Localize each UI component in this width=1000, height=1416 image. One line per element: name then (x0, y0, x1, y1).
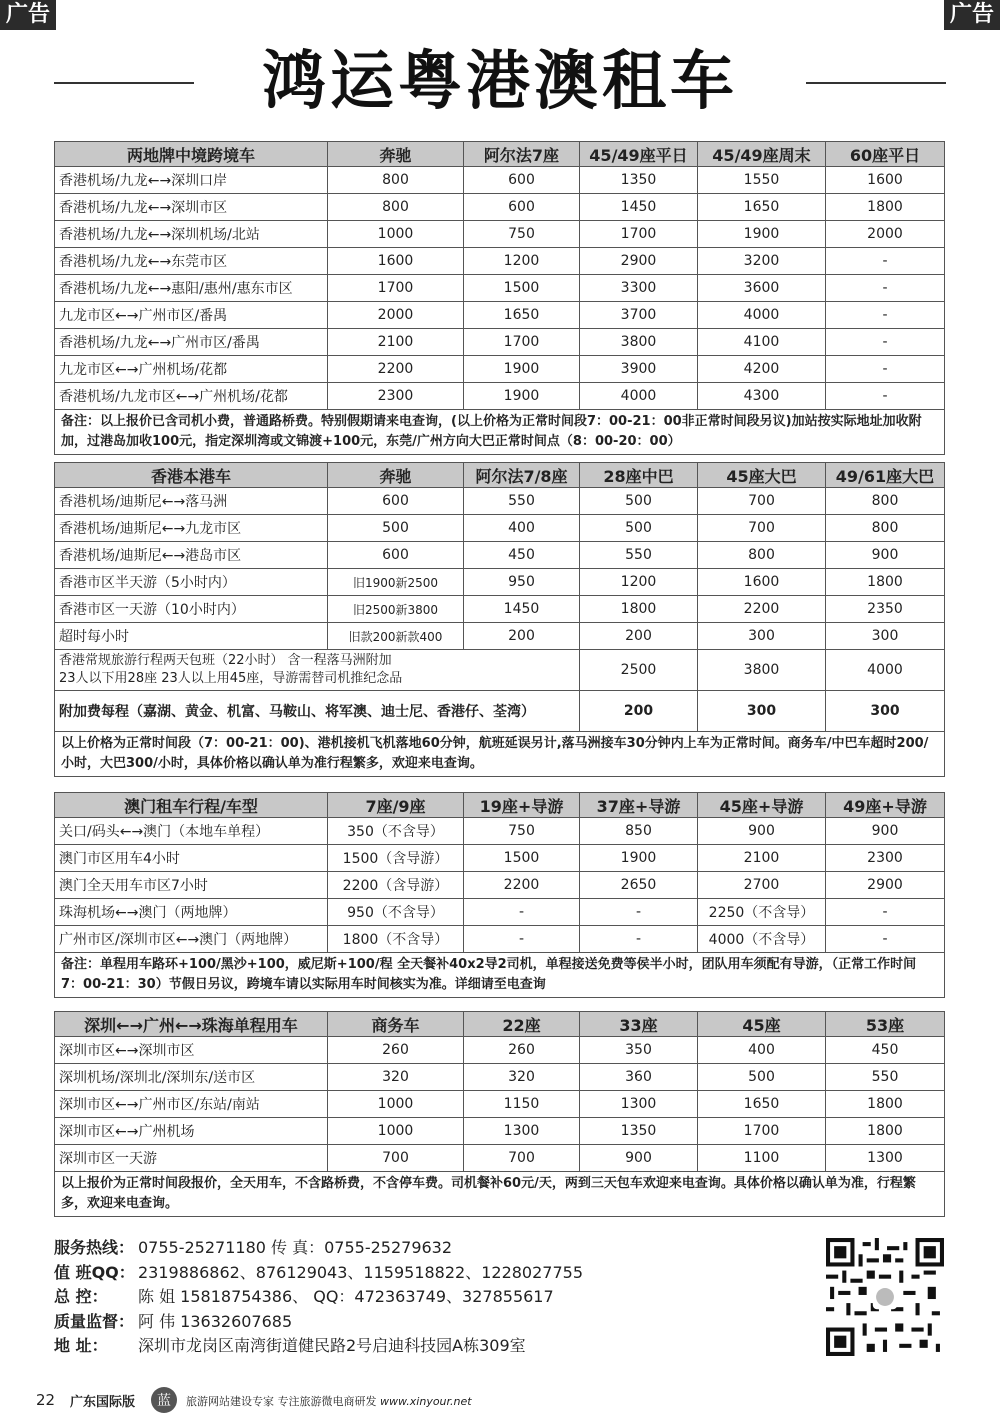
column-header: 49/61座大巴 (826, 463, 945, 488)
table-row (55, 515, 945, 542)
price-cell: 2900 (580, 248, 698, 275)
column-header: 商务车 (328, 1012, 464, 1037)
price-cell: 500 (698, 1064, 826, 1091)
price-cell: 350 (580, 1037, 698, 1064)
price-cell: 1000 (328, 1091, 464, 1118)
price-cell: 400 (698, 1037, 826, 1064)
note-row (55, 953, 945, 998)
sz-gz-zh-rows (55, 1012, 945, 1217)
note-row (55, 410, 945, 455)
ad-tag-left: 广告 (0, 0, 56, 30)
price-cell: 200 (580, 623, 698, 650)
price-cell: 300 (826, 691, 945, 732)
contact-block (54, 1236, 814, 1359)
page-number: 22 (36, 1391, 56, 1409)
price-cell: 900 (826, 542, 945, 569)
table-row (55, 569, 945, 596)
table-row (55, 248, 945, 275)
price-cell: 850 (580, 818, 698, 845)
column-header: 45/49座周末 (698, 142, 826, 167)
price-cell: 400 (464, 515, 580, 542)
edition-label: 广东国际版 (70, 1395, 136, 1410)
table-row (55, 194, 945, 221)
header-row (55, 1012, 945, 1037)
price-cell: 1900 (580, 845, 698, 872)
price-cell: 1800 (826, 1091, 945, 1118)
price-cell: 2700 (698, 872, 826, 899)
price-cell: 700 (328, 1145, 464, 1172)
price-cell: - (826, 248, 945, 275)
price-cell: 950（不含导） (328, 899, 464, 926)
table-row (55, 926, 945, 953)
price-cell: 800 (698, 542, 826, 569)
price-cell: 4200 (698, 356, 826, 383)
price-cell: 360 (580, 1064, 698, 1091)
price-cell: 600 (328, 488, 464, 515)
price-cell: 550 (580, 542, 698, 569)
price-cell: 320 (464, 1064, 580, 1091)
table-row (55, 167, 945, 194)
route-cell: 深圳市区←→广州市区/东站/南站 (55, 1091, 328, 1118)
table-row (55, 845, 945, 872)
price-cell: 1500（含导游） (328, 845, 464, 872)
table-row (55, 1118, 945, 1145)
price-cell: 1000 (328, 221, 464, 248)
price-cell: 500 (580, 515, 698, 542)
sz-gz-zh-table (54, 1011, 945, 1217)
price-cell: 350（不含导） (328, 818, 464, 845)
contact-hotline (54, 1236, 814, 1261)
route-cell: 香港机场/九龙←→深圳口岸 (55, 167, 328, 194)
price-cell: 800 (328, 194, 464, 221)
column-header: 45/49座平日 (580, 142, 698, 167)
title-banner (0, 32, 1000, 132)
table-row (55, 275, 945, 302)
table-row (55, 302, 945, 329)
macau-table (54, 792, 945, 998)
price-cell: 1900 (698, 221, 826, 248)
price-cell: 3700 (580, 302, 698, 329)
column-header: 45座大巴 (698, 463, 826, 488)
price-cell: 750 (464, 221, 580, 248)
price-cell: 600 (464, 167, 580, 194)
title-rule-right (806, 82, 946, 84)
price-cell: - (826, 275, 945, 302)
price-cell: 900 (698, 818, 826, 845)
table-row (55, 623, 945, 650)
price-cell: 260 (464, 1037, 580, 1064)
price-cell: 550 (826, 1064, 945, 1091)
footer-slogan (186, 1393, 472, 1409)
price-cell: 750 (464, 818, 580, 845)
price-cell: 450 (464, 542, 580, 569)
price-cell: 4000 (826, 650, 945, 691)
price-cell: 2300 (826, 845, 945, 872)
contact-label: 服务热线： (54, 1238, 135, 1257)
price-cell: 3900 (580, 356, 698, 383)
price-cell: 900 (580, 1145, 698, 1172)
table-row (55, 818, 945, 845)
route-cell: 澳门全天用车市区7小时 (55, 872, 328, 899)
price-cell: - (826, 383, 945, 410)
package-line: 香港常规旅游行程两天包班（22小时） 含一程落马洲附加 (59, 653, 392, 668)
route-cell: 深圳机场/深圳北/深圳东/送市区 (55, 1064, 328, 1091)
price-cell: - (464, 926, 580, 953)
price-cell: 2350 (826, 596, 945, 623)
price-cell: 300 (826, 623, 945, 650)
route-cell: 香港机场/九龙←→广州市区/番禺 (55, 329, 328, 356)
price-cell: 1900 (464, 356, 580, 383)
price-cell: 600 (464, 194, 580, 221)
column-header: 7座/9座 (328, 793, 464, 818)
contact-label: 总 控： (54, 1287, 108, 1306)
price-cell: 2900 (826, 872, 945, 899)
header-row (55, 463, 945, 488)
slogan-text: 旅游网站建设专家 专注旅游微电商研发 (186, 1395, 380, 1408)
header-row (55, 793, 945, 818)
qr-code-icon (826, 1238, 944, 1356)
table-row (55, 899, 945, 926)
table-row (55, 1091, 945, 1118)
route-cell: 深圳市区←→广州机场 (55, 1118, 328, 1145)
price-cell: 200 (580, 691, 698, 732)
table-row (55, 1145, 945, 1172)
contact-label: 地 址： (54, 1336, 108, 1355)
price-cell: 500 (328, 515, 464, 542)
table-row (55, 329, 945, 356)
price-cell: 500 (580, 488, 698, 515)
route-cell: 广州市区/深圳市区←→澳门（两地牌） (55, 926, 328, 953)
price-cell: - (826, 899, 945, 926)
ad-tag-right: 广告 (944, 0, 1000, 30)
price-cell: 700 (698, 488, 826, 515)
price-cell: 2000 (328, 302, 464, 329)
contact-label: 质量监督： (54, 1311, 135, 1331)
route-cell: 香港机场/九龙←→惠阳/惠州/惠东市区 (55, 275, 328, 302)
route-cell: 九龙市区←→广州市区/番禺 (55, 302, 328, 329)
route-cell: 澳门市区用车4小时 (55, 845, 328, 872)
table-row (55, 221, 945, 248)
price-cell: 1800 (580, 596, 698, 623)
column-header: 奔驰 (328, 463, 464, 488)
price-cell: 1700 (698, 1118, 826, 1145)
price-cell: 1700 (464, 329, 580, 356)
route-cell: 香港机场/迪斯尼←→九龙市区 (55, 515, 328, 542)
price-cell: 1800 (826, 1118, 945, 1145)
column-header: 45座 (698, 1012, 826, 1037)
price-cell: 800 (826, 488, 945, 515)
route-cell: 珠海机场←→澳门（两地牌） (55, 899, 328, 926)
price-cell: 4300 (698, 383, 826, 410)
price-cell: 3600 (698, 275, 826, 302)
price-cell: 300 (698, 623, 826, 650)
route-cell: 深圳市区←→深圳市区 (55, 1037, 328, 1064)
price-cell: 2650 (580, 872, 698, 899)
price-cell: 1450 (464, 596, 580, 623)
price-cell: - (826, 302, 945, 329)
column-header: 奔驰 (328, 142, 464, 167)
section-title: 香港本港车 (55, 463, 328, 488)
route-cell: 关口/码头←→澳门（本地车单程） (55, 818, 328, 845)
price-cell: 旧1900新2500 (328, 569, 464, 596)
price-cell: 1000 (328, 1118, 464, 1145)
package-description (55, 650, 580, 691)
price-cell: 1550 (698, 167, 826, 194)
price-cell: 950 (464, 569, 580, 596)
note-row (55, 732, 945, 777)
price-cell: 2000 (826, 221, 945, 248)
price-cell: 1700 (580, 221, 698, 248)
hk-local-rows (55, 463, 945, 777)
price-cell: 1650 (698, 1091, 826, 1118)
column-header: 33座 (580, 1012, 698, 1037)
price-cell: 3800 (698, 650, 826, 691)
price-cell: 1450 (580, 194, 698, 221)
price-cell: 2200 (464, 872, 580, 899)
price-cell: 1900 (464, 383, 580, 410)
note-text: 以上价格为正常时间段（7：00-21：00)、港机接机飞机落地60分钟，航班延误另计,落马洲接车30分钟内上车为正常时间。商务车/中巴车超时200/小时，大巴300/小时，具体价格以确认单为准行程繁多，欢迎来电查询。 (55, 732, 945, 777)
contact-manager (54, 1285, 814, 1310)
cross-border-table (54, 141, 945, 455)
price-cell: 1300 (580, 1091, 698, 1118)
footer-url[interactable]: www.xinyour.net (380, 1395, 472, 1408)
price-cell: 600 (328, 542, 464, 569)
contact-value: 深圳市龙岗区南湾街道健民路2号启迪科技园A栋309室 (138, 1336, 526, 1355)
price-cell: 1150 (464, 1091, 580, 1118)
table-row (55, 1037, 945, 1064)
price-cell: 1600 (698, 569, 826, 596)
section-title: 深圳←→广州←→珠海单程用车 (55, 1012, 328, 1037)
price-cell: 2200 (328, 356, 464, 383)
price-cell: 1200 (580, 569, 698, 596)
route-cell: 香港机场/九龙←→深圳机场/北站 (55, 221, 328, 248)
price-cell: 4000（不含导） (698, 926, 826, 953)
note-text: 备注：以上报价已含司机小费，普通路桥费。特别假期请来电查询，(以上价格为正常时间段7：00-21：00非正常时间段另议)加站按实际地址加收附加，过港岛加收100元，指定深圳湾或文锦渡+100元，东莞/广州方向大巴正常时间点（8：00-20：00） (55, 410, 945, 455)
price-cell: 320 (328, 1064, 464, 1091)
price-cell: 旧2500新3800 (328, 596, 464, 623)
price-cell: 900 (826, 818, 945, 845)
price-cell: 4000 (698, 302, 826, 329)
column-header: 19座+导游 (464, 793, 580, 818)
price-cell: - (580, 926, 698, 953)
note-row (55, 1172, 945, 1217)
section-title: 两地牌中境跨境车 (55, 142, 328, 167)
column-header: 22座 (464, 1012, 580, 1037)
price-cell: 1100 (698, 1145, 826, 1172)
price-cell: 1650 (698, 194, 826, 221)
route-cell: 香港市区一天游（10小时内） (55, 596, 328, 623)
price-cell: 300 (698, 691, 826, 732)
price-cell: 2300 (328, 383, 464, 410)
table-row (55, 383, 945, 410)
column-header: 45座+导游 (698, 793, 826, 818)
price-cell: 1600 (826, 167, 945, 194)
price-cell: 1800 (826, 194, 945, 221)
price-cell: 2100 (698, 845, 826, 872)
price-cell: 700 (698, 515, 826, 542)
price-cell: 800 (328, 167, 464, 194)
price-cell: 2200 (698, 596, 826, 623)
cross-border-rows (55, 142, 945, 455)
price-cell: 4100 (698, 329, 826, 356)
note-text: 以上报价为正常时间段报价，全天用车，不含路桥费，不含停车费。司机餐补60元/天，两到三天包车欢迎来电查询。具体价格以确认单为准，行程繁多，欢迎来电查询。 (55, 1172, 945, 1217)
table-row (55, 488, 945, 515)
price-cell: 700 (464, 1145, 580, 1172)
contact-value: 2319886862、876129043、1159518822、1228027755 (138, 1262, 584, 1282)
table-row (55, 542, 945, 569)
price-cell: 1500 (464, 845, 580, 872)
macau-rows (55, 793, 945, 998)
header-row (55, 142, 945, 167)
route-cell: 香港机场/九龙市区←→广州机场/花都 (55, 383, 328, 410)
package-line: 23人以下用28座 23人以上用45座，导游需替司机推纪念品 (59, 671, 403, 686)
price-cell: - (580, 899, 698, 926)
brand-logo-icon (150, 1386, 178, 1414)
price-cell: 1300 (826, 1145, 945, 1172)
price-cell: 1650 (464, 302, 580, 329)
price-cell: 1700 (328, 275, 464, 302)
price-cell: 1800 (826, 569, 945, 596)
price-cell: 3200 (698, 248, 826, 275)
price-cell: 1350 (580, 1118, 698, 1145)
column-header: 49座+导游 (826, 793, 945, 818)
title-rule-left (54, 82, 194, 84)
price-cell: 2500 (580, 650, 698, 691)
page-footer (0, 1385, 1000, 1416)
hk-local-table (54, 462, 945, 777)
price-cell: - (826, 926, 945, 953)
price-cell: 旧款200新款400 (328, 623, 464, 650)
contact-value: 阿 伟 13632607685 (138, 1311, 293, 1331)
price-cell: 2200（含导游） (328, 872, 464, 899)
price-cell: 200 (464, 623, 580, 650)
price-cell: 3800 (580, 329, 698, 356)
route-cell: 香港机场/九龙←→深圳市区 (55, 194, 328, 221)
price-cell: 2250（不含导） (698, 899, 826, 926)
table-row (55, 1064, 945, 1091)
section-title: 澳门租车行程/车型 (55, 793, 328, 818)
contact-value: 陈 姐 15818754386、 QQ：472363749、327855617 (138, 1287, 554, 1306)
contact-quality (54, 1310, 814, 1335)
price-cell: 4000 (580, 383, 698, 410)
column-header: 60座平日 (826, 142, 945, 167)
price-cell: 260 (328, 1037, 464, 1064)
brand-logo-text: 蓝 (157, 1393, 171, 1409)
surcharge-row (55, 691, 945, 732)
price-cell: 1800（不含导） (328, 926, 464, 953)
price-cell: 550 (464, 488, 580, 515)
route-cell: 深圳市区一天游 (55, 1145, 328, 1172)
price-cell: 1200 (464, 248, 580, 275)
column-header: 阿尔法7座 (464, 142, 580, 167)
column-header: 阿尔法7/8座 (464, 463, 580, 488)
column-header: 28座中巴 (580, 463, 698, 488)
contact-label: 值 班QQ： (54, 1262, 135, 1282)
contact-qq (54, 1261, 814, 1286)
contact-value: 0755-25271180 传 真：0755-25279632 (138, 1238, 453, 1257)
column-header: 37座+导游 (580, 793, 698, 818)
route-cell: 九龙市区←→广州机场/花都 (55, 356, 328, 383)
route-cell: 香港机场/迪斯尼←→落马洲 (55, 488, 328, 515)
surcharge-label: 附加费每程（嘉湖、黄金、机富、马鞍山、将军澳、迪士尼、香港仔、荃湾） (55, 691, 580, 732)
package-row (55, 650, 945, 691)
price-cell: - (826, 329, 945, 356)
price-cell: - (464, 899, 580, 926)
table-row (55, 596, 945, 623)
route-cell: 香港市区半天游（5小时内） (55, 569, 328, 596)
price-cell: 2100 (328, 329, 464, 356)
route-cell: 超时每小时 (55, 623, 328, 650)
price-cell: 1350 (580, 167, 698, 194)
price-cell: 1300 (464, 1118, 580, 1145)
table-row (55, 356, 945, 383)
price-cell: 450 (826, 1037, 945, 1064)
price-cell: 1500 (464, 275, 580, 302)
table-row (55, 872, 945, 899)
route-cell: 香港机场/九龙←→东莞市区 (55, 248, 328, 275)
price-cell: 1600 (328, 248, 464, 275)
page-title: 鸿运粤港澳租车 (262, 45, 738, 119)
price-cell: - (826, 356, 945, 383)
price-cell: 800 (826, 515, 945, 542)
contact-address (54, 1334, 814, 1359)
price-cell: 3300 (580, 275, 698, 302)
route-cell: 香港机场/迪斯尼←→港岛市区 (55, 542, 328, 569)
note-text: 备注：单程用车路环+100/黑沙+100，威尼斯+100/程 全天餐补40x2导2司机，单程接送免费等侯半小时，团队用车须配有导游，（正常工作时间7：00-21：30）节假日另议，跨境车请以实际用车时间核实为准。详细请至电查询 (55, 953, 945, 998)
column-header: 53座 (826, 1012, 945, 1037)
